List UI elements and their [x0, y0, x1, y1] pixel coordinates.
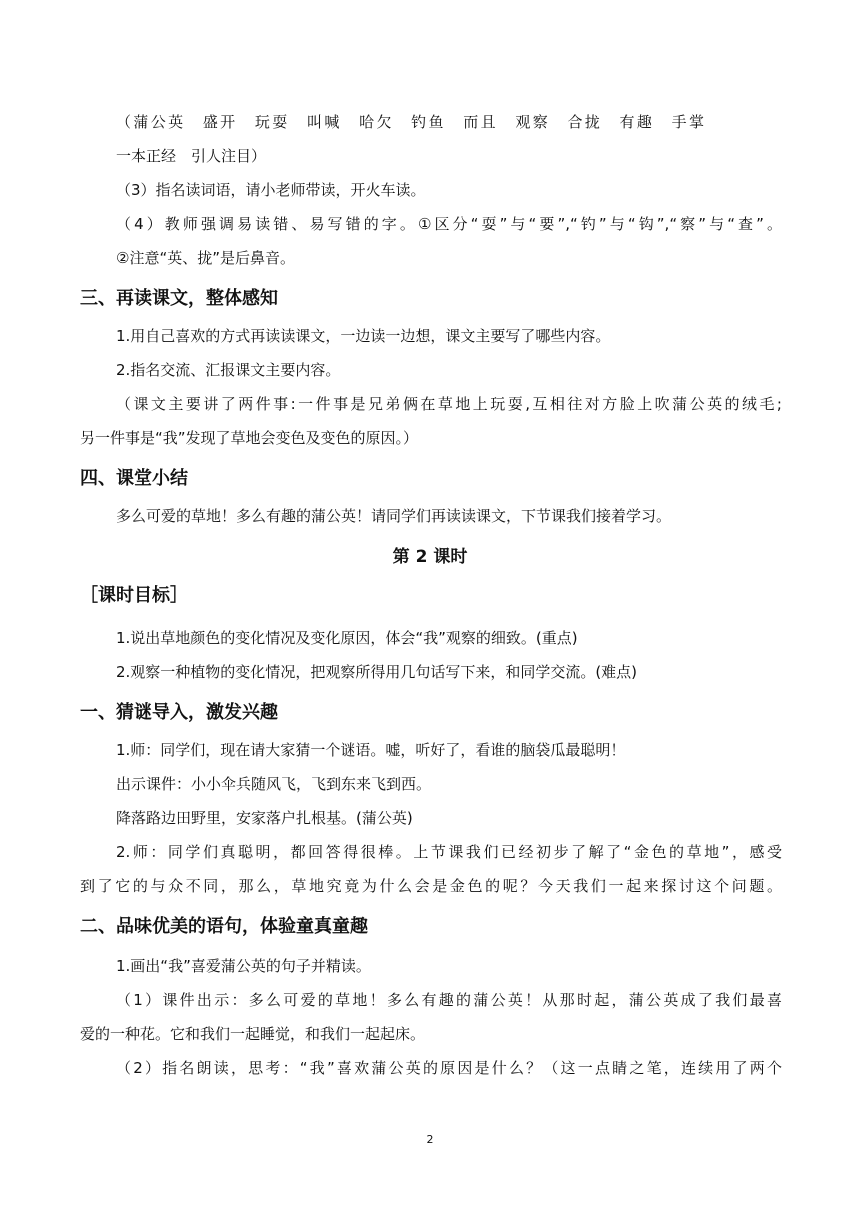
section-heading-2: 二、品味优美的语句，体验童真童趣: [80, 916, 368, 937]
paragraph-text: 1.用自己喜欢的方式再读读课文，一边读一边想，课文主要写了哪些内容。: [116, 327, 611, 345]
step-4-text: （4）教师强调易读错、易写错的字。①区分“耍”与“要”,“钓”与“钩”,“察”与“查”。: [116, 215, 782, 233]
paragraph-text: 1.画出“我”喜爱蒲公英的句子并精读。: [116, 957, 371, 975]
section-heading-1: 一、猜谜导入，激发兴趣: [80, 702, 278, 723]
paragraph-text: 1.师：同学们，现在请大家猜一个谜语。嘘，听好了，看谁的脑袋瓜最聪明！: [116, 741, 626, 759]
paragraph-text: 到了它的与众不同，那么，草地究竟为什么会是金色的呢？今天我们一起来探讨这个问题。: [80, 877, 782, 895]
vocab-line-1: （蒲公英 盛开 玩耍 叫喊 哈欠 钓鱼 而且 观察 合拢 有趣 手掌: [116, 113, 704, 131]
page-number: 2: [426, 1133, 434, 1146]
paragraph-text: 降落路边田野里，安家落户扎根基。(蒲公英): [116, 809, 413, 827]
paragraph-text: 2.师：同学们真聪明，都回答得很棒。上节课我们已经初步了解了“金色的草地”，感受: [116, 843, 782, 861]
paragraph-text: 另一件事是“我”发现了草地会变色及变色的原因。）: [80, 429, 419, 447]
paragraph-text: 2.指名交流、汇报课文主要内容。: [116, 361, 341, 379]
section-heading-4: 四、课堂小结: [80, 468, 188, 489]
lesson-title: 第 2 课时: [392, 547, 468, 567]
step-4-note: ②注意“英、拢”是后鼻音。: [116, 249, 295, 267]
paragraph-text: 出示课件：小小伞兵随风飞，飞到东来飞到西。: [116, 775, 432, 793]
lesson-goals-heading: ［课时目标］: [80, 585, 188, 606]
paragraph-text: 爱的一种花。它和我们一起睡觉，和我们一起起床。: [80, 1025, 426, 1043]
step-3-text: （3）指名读词语，请小老师带读，开火车读。: [116, 181, 426, 199]
vocab-line-2: 一本正经 引人注目）: [116, 147, 267, 165]
goal-item-1: 1.说出草地颜色的变化情况及变化原因，体会“我”观察的细致。(重点): [116, 629, 578, 647]
paragraph-text: （1）课件出示：多么可爱的草地！多么有趣的蒲公英！从那时起，蒲公英成了我们最喜: [116, 991, 782, 1009]
paragraph-text: 多么可爱的草地！多么有趣的蒲公英！请同学们再读读课文，下节课我们接着学习。: [116, 507, 672, 525]
goal-item-2: 2.观察一种植物的变化情况，把观察所得用几句话写下来，和同学交流。(难点): [116, 663, 638, 681]
paragraph-text: （2）指名朗读，思考：“我”喜欢蒲公英的原因是什么？（这一点睛之笔，连续用了两个: [116, 1059, 782, 1077]
section-heading-3: 三、再读课文，整体感知: [80, 288, 278, 309]
paragraph-text: （课文主要讲了两件事:一件事是兄弟俩在草地上玩耍,互相往对方脸上吹蒲公英的绒毛;: [116, 395, 782, 413]
